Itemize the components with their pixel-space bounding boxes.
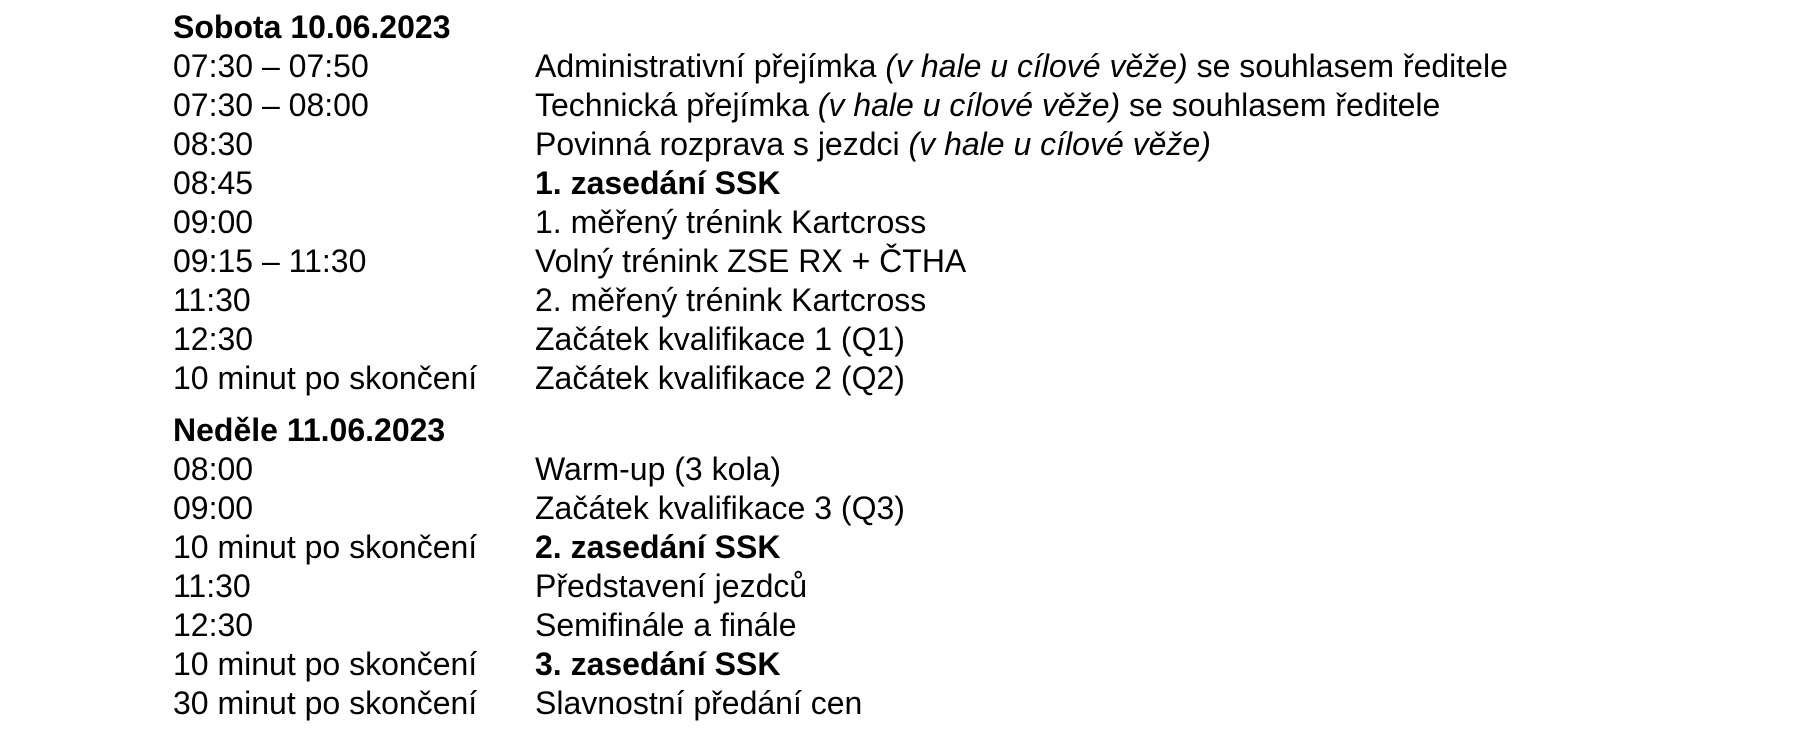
- event-label: Začátek kvalifikace 3 (Q3): [535, 490, 905, 526]
- schedule-event: [535, 489, 1673, 528]
- schedule-row: [173, 450, 1673, 489]
- schedule-row: [173, 281, 1673, 320]
- event-label: 2. měřený trénink Kartcross: [535, 282, 927, 318]
- schedule-document: [173, 8, 1673, 723]
- event-label: Administrativní přejímka: [535, 48, 886, 84]
- schedule-time: 10 minut po skončení: [173, 529, 478, 565]
- schedule-row: [173, 86, 1673, 125]
- schedule-time: 10 minut po skončení: [173, 646, 478, 682]
- schedule-row: [173, 320, 1673, 359]
- schedule-row: [173, 567, 1673, 606]
- day-title: Neděle 11.06.2023: [173, 412, 446, 448]
- event-label: Technická přejímka: [535, 87, 818, 123]
- schedule-row: [173, 489, 1673, 528]
- schedule-event: [535, 450, 1673, 489]
- schedule-event: [535, 242, 1673, 281]
- event-label: Warm-up (3 kola): [535, 451, 781, 487]
- event-label: 1. měřený trénink Kartcross: [535, 204, 927, 240]
- day-section: [173, 411, 1673, 723]
- schedule-time: 11:30: [173, 282, 251, 318]
- schedule-event: [535, 203, 1673, 242]
- event-label: Začátek kvalifikace 1 (Q1): [535, 321, 905, 357]
- schedule-event: [535, 528, 1673, 567]
- schedule-time: 12:30: [173, 607, 254, 643]
- schedule-row: [173, 359, 1673, 398]
- schedule-time: 08:00: [173, 451, 254, 487]
- schedule-time: 09:00: [173, 490, 254, 526]
- schedule-time: 07:30 – 08:00: [173, 87, 369, 123]
- event-label: Slavnostní předání cen: [535, 685, 863, 721]
- schedule-row: [173, 528, 1673, 567]
- schedule-row: [173, 684, 1673, 723]
- day-section: [173, 8, 1673, 398]
- schedule-row: [173, 606, 1673, 645]
- schedule-time: 10 minut po skončení: [173, 360, 478, 396]
- event-label: 2. zasedání SSK: [535, 529, 781, 565]
- schedule-time: 09:00: [173, 204, 254, 240]
- schedule-row: [173, 645, 1673, 684]
- schedule-event: [535, 125, 1673, 164]
- schedule-row: [173, 125, 1673, 164]
- schedule-time: 09:15 – 11:30: [173, 243, 367, 279]
- schedule-event: [535, 645, 1673, 684]
- event-label: 3. zasedání SSK: [535, 646, 781, 682]
- event-label: Začátek kvalifikace 2 (Q2): [535, 360, 905, 396]
- event-label: Představení jezdců: [535, 568, 808, 604]
- schedule-event: [535, 86, 1673, 125]
- schedule-event: [535, 320, 1673, 359]
- day-title: Sobota 10.06.2023: [173, 9, 451, 45]
- event-label: Volný trénink ZSE RX + ČTHA: [535, 243, 967, 279]
- schedule-time: 08:45: [173, 165, 254, 201]
- schedule-event: [535, 359, 1673, 398]
- event-location-note: (v hale u cílové věže): [908, 126, 1211, 162]
- event-label: 1. zasedání SSK: [535, 165, 781, 201]
- schedule-event: [535, 281, 1673, 320]
- schedule-time: 30 minut po skončení: [173, 685, 478, 721]
- schedule-row: [173, 203, 1673, 242]
- event-location-note: (v hale u cílové věže): [817, 87, 1121, 123]
- event-suffix: se souhlasem ředitele: [1120, 87, 1441, 123]
- schedule-event: [535, 567, 1673, 606]
- event-label: Semifinále a finále: [535, 607, 797, 643]
- schedule-time: 12:30: [173, 321, 254, 357]
- event-location-note: (v hale u cílové věže): [885, 48, 1188, 84]
- event-label: Povinná rozprava s jezdci: [535, 126, 909, 162]
- schedule-time: 08:30: [173, 126, 254, 162]
- schedule-row: [173, 164, 1673, 203]
- schedule-time: 07:30 – 07:50: [173, 48, 369, 84]
- schedule-row: [173, 47, 1673, 86]
- schedule-event: [535, 606, 1673, 645]
- schedule-row: [173, 242, 1673, 281]
- schedule-event: [535, 164, 1673, 203]
- event-suffix: se souhlasem ředitele: [1187, 48, 1508, 84]
- schedule-event: [535, 47, 1673, 86]
- schedule-event: [535, 684, 1673, 723]
- schedule-time: 11:30: [173, 568, 251, 604]
